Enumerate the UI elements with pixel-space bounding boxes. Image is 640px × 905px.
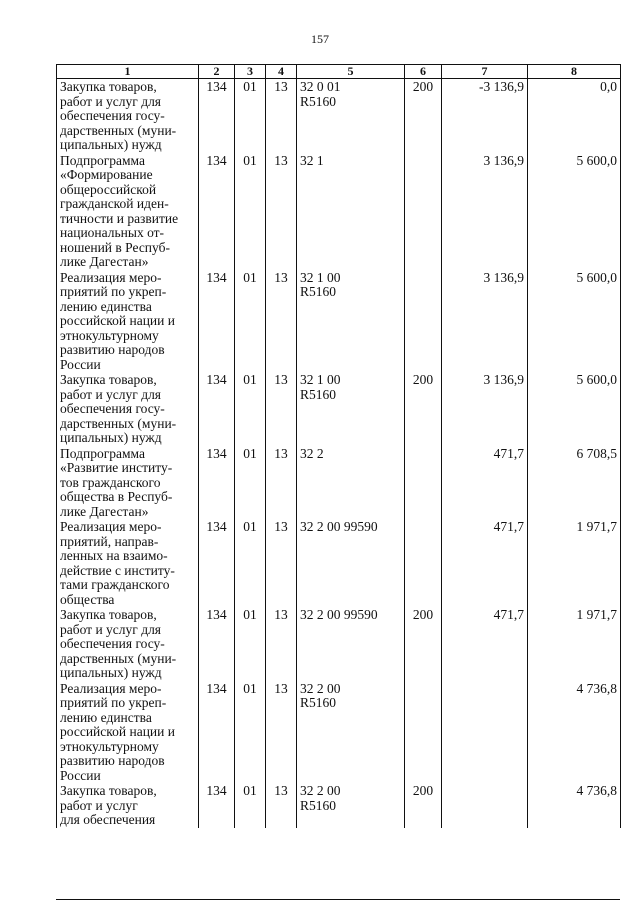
item-name: Реализация меро- приятий, направ- ленных на взаимо- действие с институ- тами гражданского общества [57,519,199,607]
ministry-code: 134 [199,446,235,520]
section-code: 01 [235,607,266,681]
amount-total: 1 971,7 [528,519,621,607]
target-article-code: 32 1 [297,153,405,270]
subsection-code: 13 [266,270,297,373]
ministry-code: 134 [199,79,235,153]
subsection-code: 13 [266,607,297,681]
amount-total: 6 708,5 [528,446,621,520]
ministry-code: 134 [199,270,235,373]
budget-table [56,64,621,828]
col-header-3: 3 [235,65,266,79]
amount-change [442,783,528,828]
section-code: 01 [235,681,266,784]
section-code: 01 [235,270,266,373]
section-code: 01 [235,783,266,828]
table-row [57,519,621,607]
ministry-code: 134 [199,783,235,828]
item-name: Закупка товаров, работ и услуг для обеспечения госу- дарственных (муни- ципальных) нужд [57,79,199,153]
item-name: Подпрограмма «Формирование общероссийской гражданской иден- тичности и развитие национальных от- ношений в Респуб- лике Дагестан» [57,153,199,270]
ministry-code: 134 [199,681,235,784]
target-article-code: 32 2 00 99590 [297,519,405,607]
section-code: 01 [235,446,266,520]
amount-change: 471,7 [442,446,528,520]
subsection-code: 13 [266,446,297,520]
amount-change: 471,7 [442,519,528,607]
target-article-code: 32 1 00 R5160 [297,270,405,373]
expense-type-code [405,153,442,270]
item-name: Закупка товаров, работ и услуг для обеспечения госу- дарственных (муни- ципальных) нужд [57,607,199,681]
expense-type-code [405,270,442,373]
amount-total: 0,0 [528,79,621,153]
amount-total: 4 736,8 [528,783,621,828]
target-article-code: 32 1 00 R5160 [297,372,405,446]
table-row [57,681,621,784]
amount-change: 3 136,9 [442,153,528,270]
col-header-4: 4 [266,65,297,79]
target-article-code: 32 2 [297,446,405,520]
expense-type-code: 200 [405,607,442,681]
col-header-2: 2 [199,65,235,79]
target-article-code: 32 2 00 R5160 [297,681,405,784]
expense-type-code: 200 [405,783,442,828]
ministry-code: 134 [199,519,235,607]
table-row [57,270,621,373]
table-row [57,783,621,828]
subsection-code: 13 [266,681,297,784]
amount-change: 471,7 [442,607,528,681]
col-header-6: 6 [405,65,442,79]
item-name: Реализация меро- приятий по укреп- лению единства российской нации и этнокультурному развитию народов России [57,681,199,784]
item-name: Закупка товаров, работ и услуг для обеспечения госу- дарственных (муни- ципальных) нужд [57,372,199,446]
item-name: Подпрограмма «Развитие институ- тов гражданского общества в Респуб- лике Дагестан» [57,446,199,520]
amount-total: 5 600,0 [528,153,621,270]
ministry-code: 134 [199,607,235,681]
section-code: 01 [235,519,266,607]
target-article-code: 32 2 00 99590 [297,607,405,681]
subsection-code: 13 [266,519,297,607]
target-article-code: 32 2 00 R5160 [297,783,405,828]
item-name: Закупка товаров, работ и услуг для обеспечения [57,783,199,828]
col-header-5: 5 [297,65,405,79]
amount-change [442,681,528,784]
col-header-8: 8 [528,65,621,79]
section-code: 01 [235,79,266,153]
page-number: 157 [311,32,329,46]
section-code: 01 [235,153,266,270]
header-row [57,65,621,79]
amount-change: 3 136,9 [442,270,528,373]
col-header-1: 1 [57,65,199,79]
section-code: 01 [235,372,266,446]
expense-type-code [405,446,442,520]
subsection-code: 13 [266,372,297,446]
table-row [57,446,621,520]
amount-change: -3 136,9 [442,79,528,153]
amount-total: 1 971,7 [528,607,621,681]
ministry-code: 134 [199,153,235,270]
amount-total: 5 600,0 [528,270,621,373]
expense-type-code [405,519,442,607]
subsection-code: 13 [266,783,297,828]
amount-total: 5 600,0 [528,372,621,446]
table-row [57,79,621,153]
subsection-code: 13 [266,153,297,270]
expense-type-code: 200 [405,79,442,153]
bottom-rule [56,899,620,900]
ministry-code: 134 [199,372,235,446]
expense-type-code [405,681,442,784]
expense-type-code: 200 [405,372,442,446]
table-row [57,372,621,446]
subsection-code: 13 [266,79,297,153]
amount-change: 3 136,9 [442,372,528,446]
table-row [57,607,621,681]
table-row [57,153,621,270]
item-name: Реализация меро- приятий по укреп- лению единства российской нации и этнокультурному развитию народов России [57,270,199,373]
amount-total: 4 736,8 [528,681,621,784]
target-article-code: 32 0 01 R5160 [297,79,405,153]
col-header-7: 7 [442,65,528,79]
